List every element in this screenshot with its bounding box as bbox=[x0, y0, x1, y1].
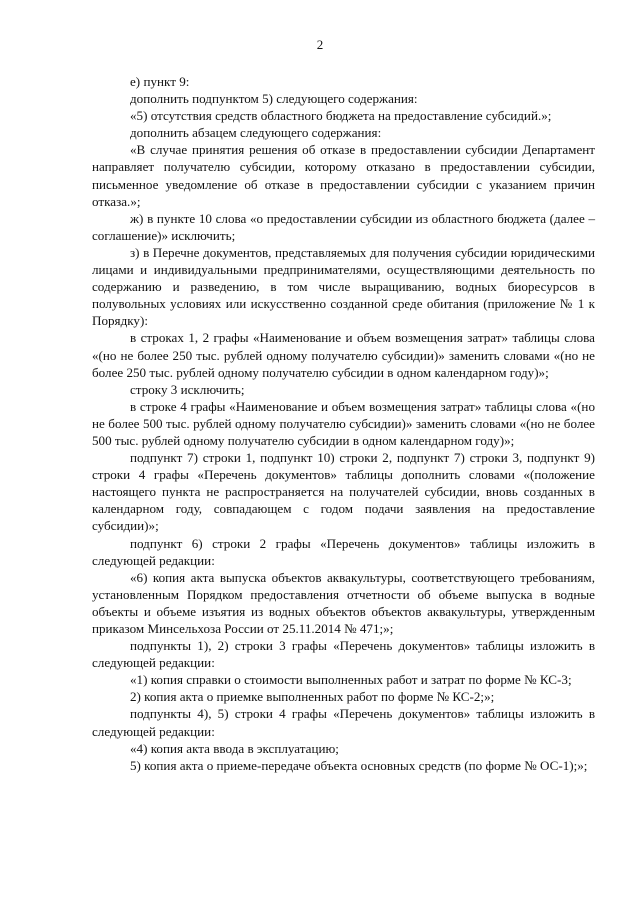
paragraph: е) пункт 9: bbox=[130, 74, 190, 89]
paragraph: ж) в пункте 10 слова «о предоставлении субсидии из областного бюджета (далее – соглашение)» исключить; bbox=[92, 210, 595, 243]
paragraph: подпункт 6) строки 2 графы «Перечень документов» таблицы изложить в следующей редакции: bbox=[92, 535, 595, 568]
paragraph: «4) копия акта ввода в эксплуатацию; bbox=[130, 740, 339, 756]
paragraph: «5) отсутствия средств областного бюджета на предоставление субсидий.»; bbox=[130, 108, 552, 124]
paragraph: строку 3 исключить; bbox=[130, 381, 245, 397]
paragraph: подпункты 4), 5) строки 4 графы «Перечень документов» таблицы изложить в следующей редакции: bbox=[92, 706, 595, 739]
paragraph: в строках 1, 2 графы «Наименование и объем возмещения затрат» таблицы слова «(но не более 250 тыс. рублей одному получателю субсидии)» заменить словами «(но не более 250 тыс. рублей одному получателю субсидии в одном календарном году)»; bbox=[92, 330, 595, 380]
paragraph: 2) копия акта о приемке выполненных работ по форме № КС-2;»; bbox=[130, 689, 495, 705]
paragraph: дополнить подпунктом 5) следующего содержания: bbox=[130, 91, 418, 107]
document-body bbox=[92, 73, 595, 774]
page-number: 2 bbox=[316, 37, 324, 52]
paragraph: подпункт 7) строки 1, подпункт 10) строки 2, подпункт 7) строки 3, подпункт 9) строки 4 графы «Перечень документов» таблицы дополнить словами «(положение настоящего пункта не распространяется на получателей субсидии, вновь созданных в календарном году, совпадающем с годом подачи заявления на предоставление субсидии)»; bbox=[92, 450, 595, 534]
paragraph: «6) копия акта выпуска объектов аквакультуры, соответствующего требованиям, установленным Порядком предоставления отчетности об объеме выпуска в водные объекты и объеме изъятия из водных объектов объектов аквакультуры, утвержденным приказом Минсельхоза России от 25.11.2014 № 471;»; bbox=[92, 569, 595, 636]
paragraph: з) в Перечне документов, представляемых для получения субсидии юридическими лицами и индивидуальными предпринимателями, осуществляющими деятельность по содержанию и разведению, в том числе выращиванию, водных биоресурсов в полувольных условиях или искусственно созданной среде обитания (приложение № 1 к Порядку): bbox=[92, 244, 595, 329]
paragraph: 5) копия акта о приеме-передаче объекта основных средств (по форме № ОС-1);»; bbox=[130, 757, 588, 773]
paragraph: подпункты 1), 2) строки 3 графы «Перечень документов» таблицы изложить в следующей редакции: bbox=[92, 638, 595, 671]
paragraph: в строке 4 графы «Наименование и объем возмещения затрат» таблицы слова «(но не более 500 тыс. рублей одному получателю субсидии)» заменить словами «(но не более 500 тыс. рублей одному получателю субсидии в одном календарном году)»; bbox=[92, 398, 595, 448]
paragraph: «1) копия справки о стоимости выполненных работ и затрат по форме № КС-3; bbox=[130, 672, 572, 688]
paragraph: «В случае принятия решения об отказе в предоставлении субсидии Департамент направляет получателю субсидии, которому отказано в предоставлении субсидии, письменное уведомление об отказе в предоставлении субсидии с указанием причин отказа.»; bbox=[92, 142, 595, 209]
paragraph: дополнить абзацем следующего содержания: bbox=[130, 125, 382, 141]
